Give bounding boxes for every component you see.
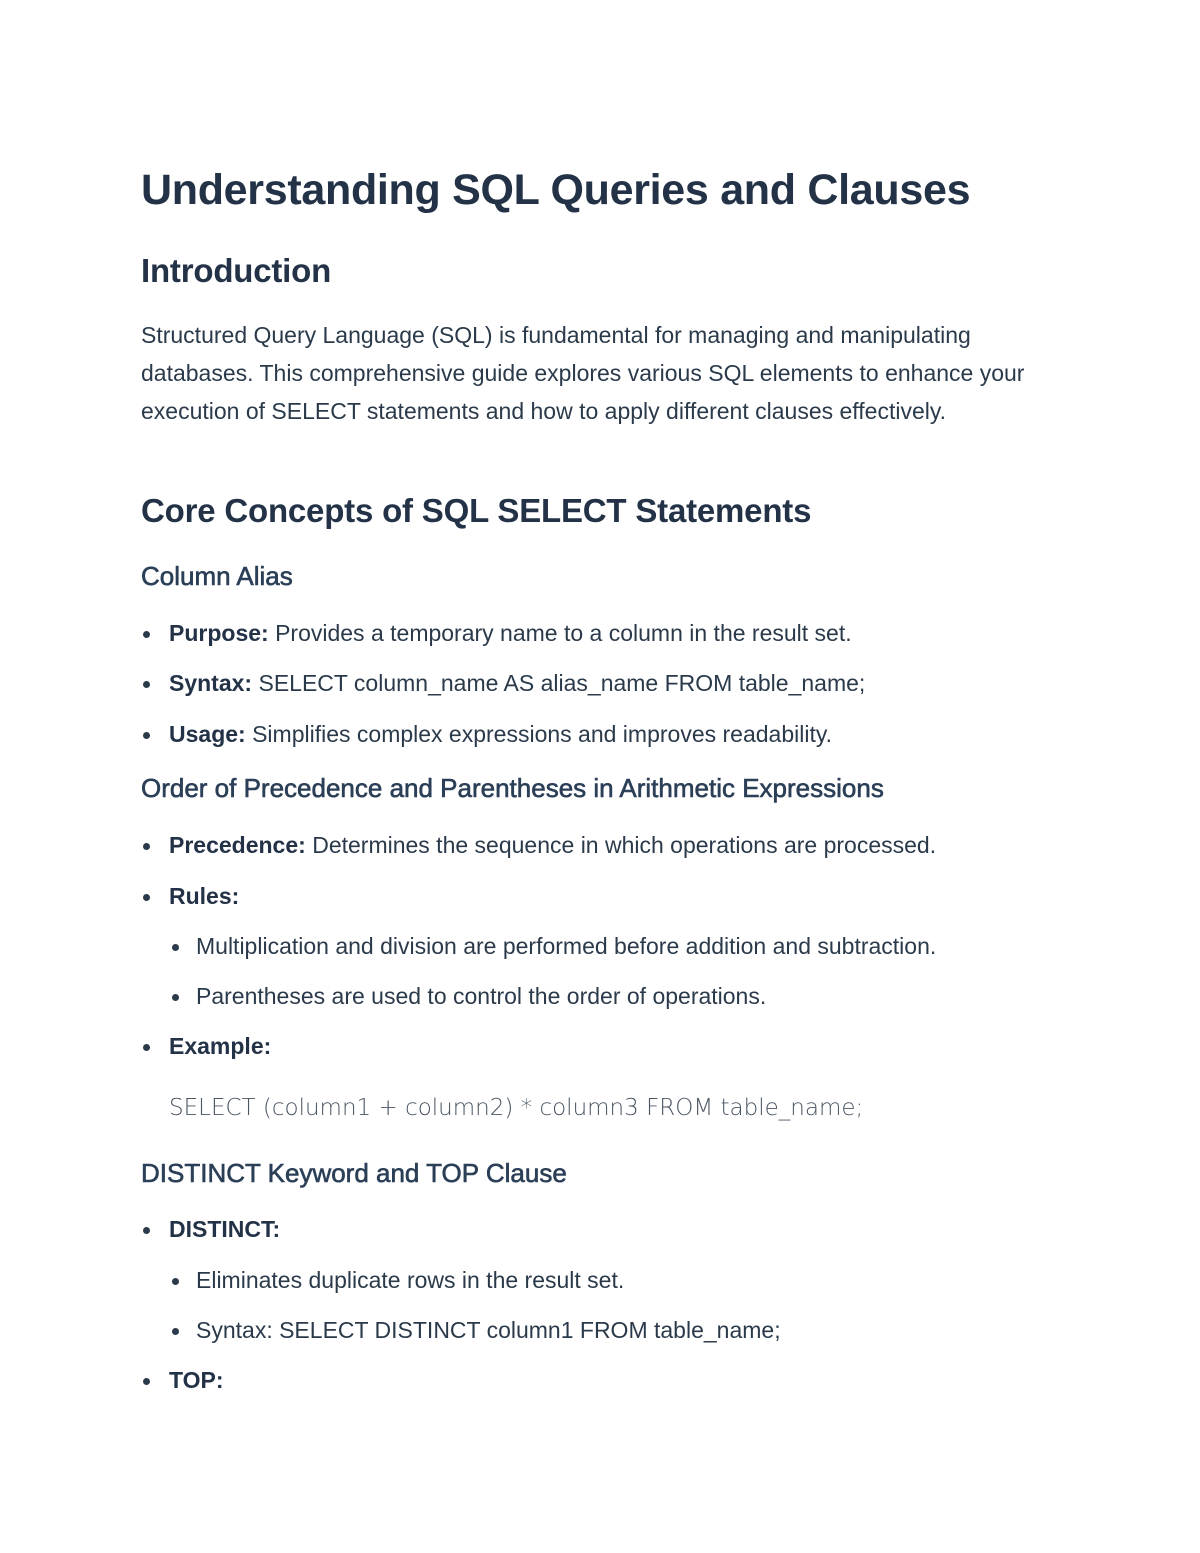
- list-item-purpose: [169, 620, 852, 647]
- subheading-distinct-top: DISTINCT Keyword and TOP Clause: [141, 1158, 567, 1188]
- list-item-text: Simplifies complex expressions and improves readability.: [245, 721, 833, 747]
- intro-paragraph: Structured Query Language (SQL) is fundamental for managing and manipulating databases. This comprehensive guide explores various SQL elements to enhance your execution of SELECT statements and how to apply different clauses effectively.: [141, 322, 1025, 424]
- subheading-column-alias: Column Alias: [141, 561, 293, 591]
- list-item-precedence: [169, 832, 936, 859]
- list-item-text: SELECT column_name AS alias_name FROM table_name;: [252, 670, 866, 696]
- list-item-text: Determines the sequence in which operations are processed.: [305, 832, 937, 858]
- subheading-order-of-precedence: Order of Precedence and Parentheses in Arithmetic Expressions: [141, 773, 884, 803]
- section-heading-introduction: Introduction: [141, 252, 332, 289]
- list-item-syntax: [169, 670, 865, 697]
- list-item-label: Rules:: [169, 883, 240, 909]
- list-item-label: Precedence:: [169, 832, 306, 858]
- section-heading-core-concepts: Core Concepts of SQL SELECT Statements: [141, 492, 812, 529]
- list-item-distinct-2: Syntax: SELECT DISTINCT column1 FROM table_name;: [196, 1317, 781, 1343]
- list-item-label: Syntax:: [169, 670, 253, 696]
- list-item-usage: [169, 721, 832, 748]
- list-item-rules: [169, 883, 239, 910]
- list-item-rule-2: Parentheses are used to control the order of operations.: [196, 983, 767, 1009]
- document-title: Understanding SQL Queries and Clauses: [141, 166, 971, 214]
- list-item-label: Example:: [169, 1033, 272, 1059]
- list-item-distinct: [169, 1216, 280, 1243]
- list-item-distinct-1: Eliminates duplicate rows in the result set.: [196, 1267, 625, 1293]
- list-item-top: [169, 1367, 224, 1394]
- code-example: SELECT (column1 + column2) * column3 FROM table_name;: [169, 1095, 864, 1121]
- list-item-label: Usage:: [169, 721, 246, 747]
- list-item-label: Purpose:: [169, 620, 269, 646]
- list-item-label: DISTINCT:: [169, 1216, 281, 1242]
- list-item-text: Provides a temporary name to a column in the result set.: [268, 620, 852, 646]
- list-item-rule-1: Multiplication and division are performed before addition and subtraction.: [196, 933, 937, 959]
- list-item-label: TOP:: [169, 1367, 224, 1393]
- list-item-example: [169, 1033, 271, 1060]
